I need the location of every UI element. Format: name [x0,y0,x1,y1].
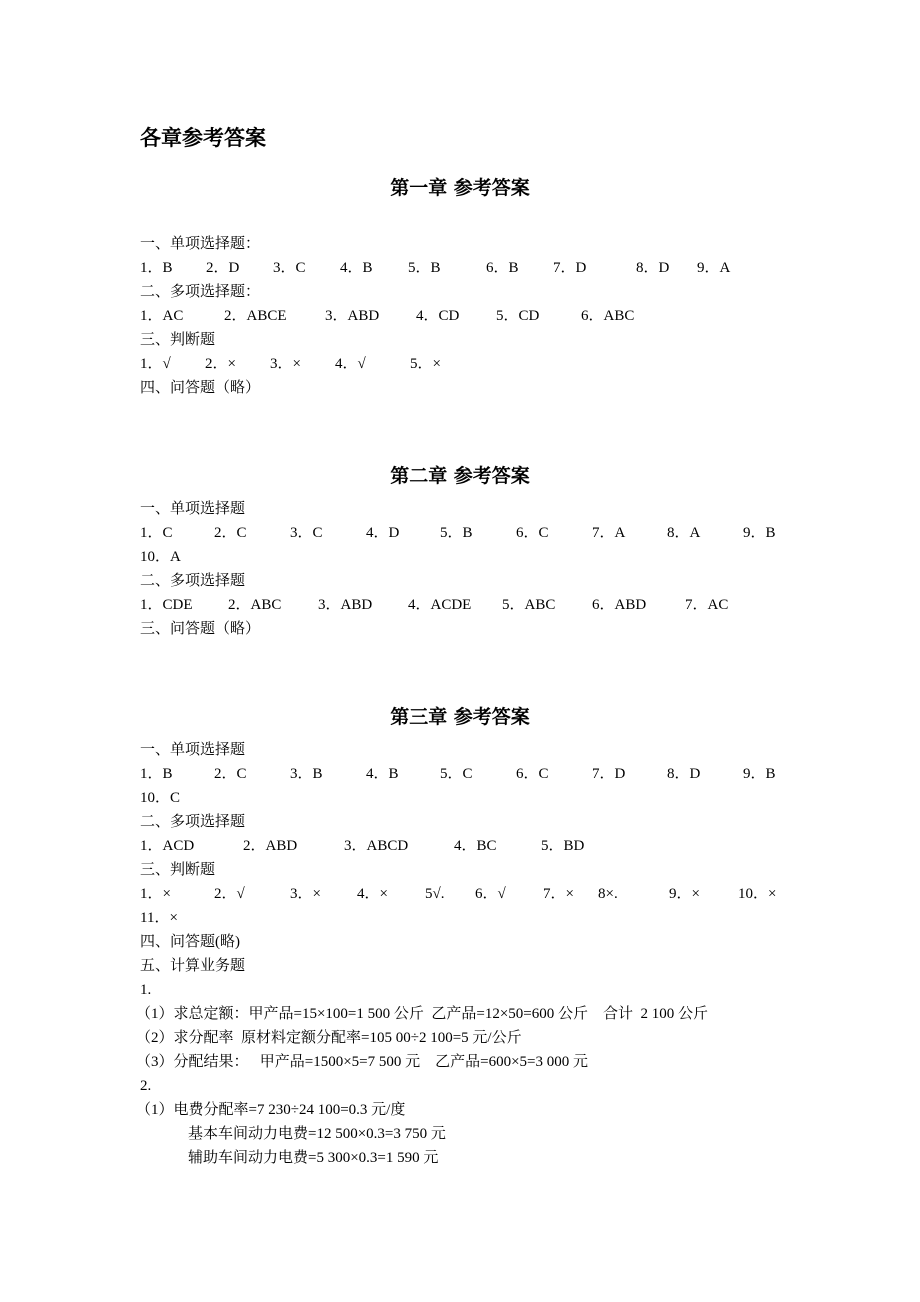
answer-item: 3．C [290,525,323,541]
answer-row [0,258,920,278]
section-label: 四、问答题(略) [140,934,240,950]
calc-line: 辅助车间动力电费=5 300×0.3=1 590 元 [188,1150,439,1166]
answer-item: 6．C [516,766,549,782]
answer-item: 5．CD [496,308,540,324]
calc-line: （2）求分配率 原材料定额分配率=105 00÷2 100=5 元/公斤 [136,1030,522,1046]
answer-item: 2．D [206,260,240,276]
answer-row [0,788,920,808]
answer-item: 9．B [743,525,776,541]
calc-line: （3）分配结果： 甲产品=1500×5=7 500 元 乙产品=600×5=3 000 元 [136,1054,589,1070]
answer-item: 5．B [440,525,473,541]
question-number: 1. [140,982,152,998]
answer-item: 8×. [598,886,618,902]
answer-row [0,523,920,543]
answer-row [0,884,920,904]
answer-row [0,306,920,326]
answer-item: 7．D [553,260,587,276]
answer-item: 10．A [140,549,181,565]
answer-item: 10．C [140,790,181,806]
section-label: 一、单项选择题： [140,236,261,252]
answer-item: 9．× [669,886,700,902]
answer-item: 4．D [366,525,400,541]
answer-item: 6．ABD [592,597,647,613]
answer-row [0,764,920,784]
section-label: 二、多项选择题 [140,814,246,830]
answer-item: 6．B [486,260,519,276]
answer-item: 7．AC [685,597,729,613]
calc-line: （1）电费分配率=7 230÷24 100=0.3 元/度 [136,1102,406,1118]
section-label: 二、多项选择题 [140,573,246,589]
answer-item: 4．B [340,260,373,276]
answer-item: 8．D [636,260,670,276]
page-title: 各章参考答案 [140,126,266,150]
answer-row [0,908,920,928]
answer-item: 4．BC [454,838,497,854]
answer-item: 3．C [273,260,306,276]
answer-item: 2．C [214,525,247,541]
answer-item: 8．A [667,525,701,541]
calc-line: （1）求总定额：甲产品=15×100=1 500 公斤 乙产品=12×50=600 公斤 合计 2 100 公斤 [136,1006,709,1022]
answer-item: 1．B [140,260,173,276]
answer-item: 1．√ [140,356,171,372]
chapter3-heading: 第三章 参考答案 [390,706,530,728]
section-label: 三、判断题 [140,862,216,878]
answer-item: 5．C [440,766,473,782]
section-label: 四、问答题（略） [140,380,261,396]
answer-item: 3．× [290,886,321,902]
section-label: 一、单项选择题 [140,501,246,517]
answer-item: 6．√ [475,886,506,902]
answer-item: 7．× [543,886,574,902]
answer-item: 1．C [140,525,173,541]
answer-item: 5．ABC [502,597,556,613]
answer-item: 2．√ [214,886,245,902]
section-label: 二、多项选择题： [140,284,261,300]
answer-item: 3．× [270,356,301,372]
answer-item: 4．B [366,766,399,782]
answer-item: 7．D [592,766,626,782]
answer-row [0,836,920,856]
answer-item: 4．× [357,886,388,902]
answer-row [0,595,920,615]
answer-item: 9．B [743,766,776,782]
answer-item: 10．× [738,886,777,902]
answer-item: 2．× [205,356,236,372]
answer-item: 11．× [140,910,178,926]
answer-item: 6．ABC [581,308,635,324]
answer-item: 4．ACDE [408,597,472,613]
section-label: 五、计算业务题 [140,958,246,974]
answer-row [0,547,920,567]
calc-line: 基本车间动力电费=12 500×0.3=3 750 元 [188,1126,446,1142]
answer-item: 1．CDE [140,597,193,613]
answer-item: 4．CD [416,308,460,324]
answer-item: 6．C [516,525,549,541]
section-label: 三、判断题 [140,332,216,348]
chapter1-heading: 第一章 参考答案 [390,177,530,199]
answer-item: 5．BD [541,838,585,854]
question-number: 2. [140,1078,152,1094]
answer-item: 2．ABC [228,597,282,613]
answer-item: 5√. [425,886,445,902]
answer-item: 3．B [290,766,323,782]
answer-item: 9．A [697,260,731,276]
answer-item: 3．ABD [325,308,380,324]
section-label: 一、单项选择题 [140,742,246,758]
answer-item: 1．AC [140,308,184,324]
answer-item: 5．× [410,356,441,372]
answer-item: 3．ABD [318,597,373,613]
answer-item: 1．ACD [140,838,195,854]
answer-item: 7．A [592,525,626,541]
answer-item: 2．ABD [243,838,298,854]
answer-item: 5．B [408,260,441,276]
answer-item: 1．× [140,886,171,902]
answer-item: 3．ABCD [344,838,409,854]
answer-row [0,354,920,374]
answer-item: 2．C [214,766,247,782]
answer-item: 1．B [140,766,173,782]
chapter2-heading: 第二章 参考答案 [390,465,530,487]
section-label: 三、问答题（略） [140,621,261,637]
answer-item: 8．D [667,766,701,782]
answer-item: 2．ABCE [224,308,287,324]
answer-item: 4．√ [335,356,366,372]
